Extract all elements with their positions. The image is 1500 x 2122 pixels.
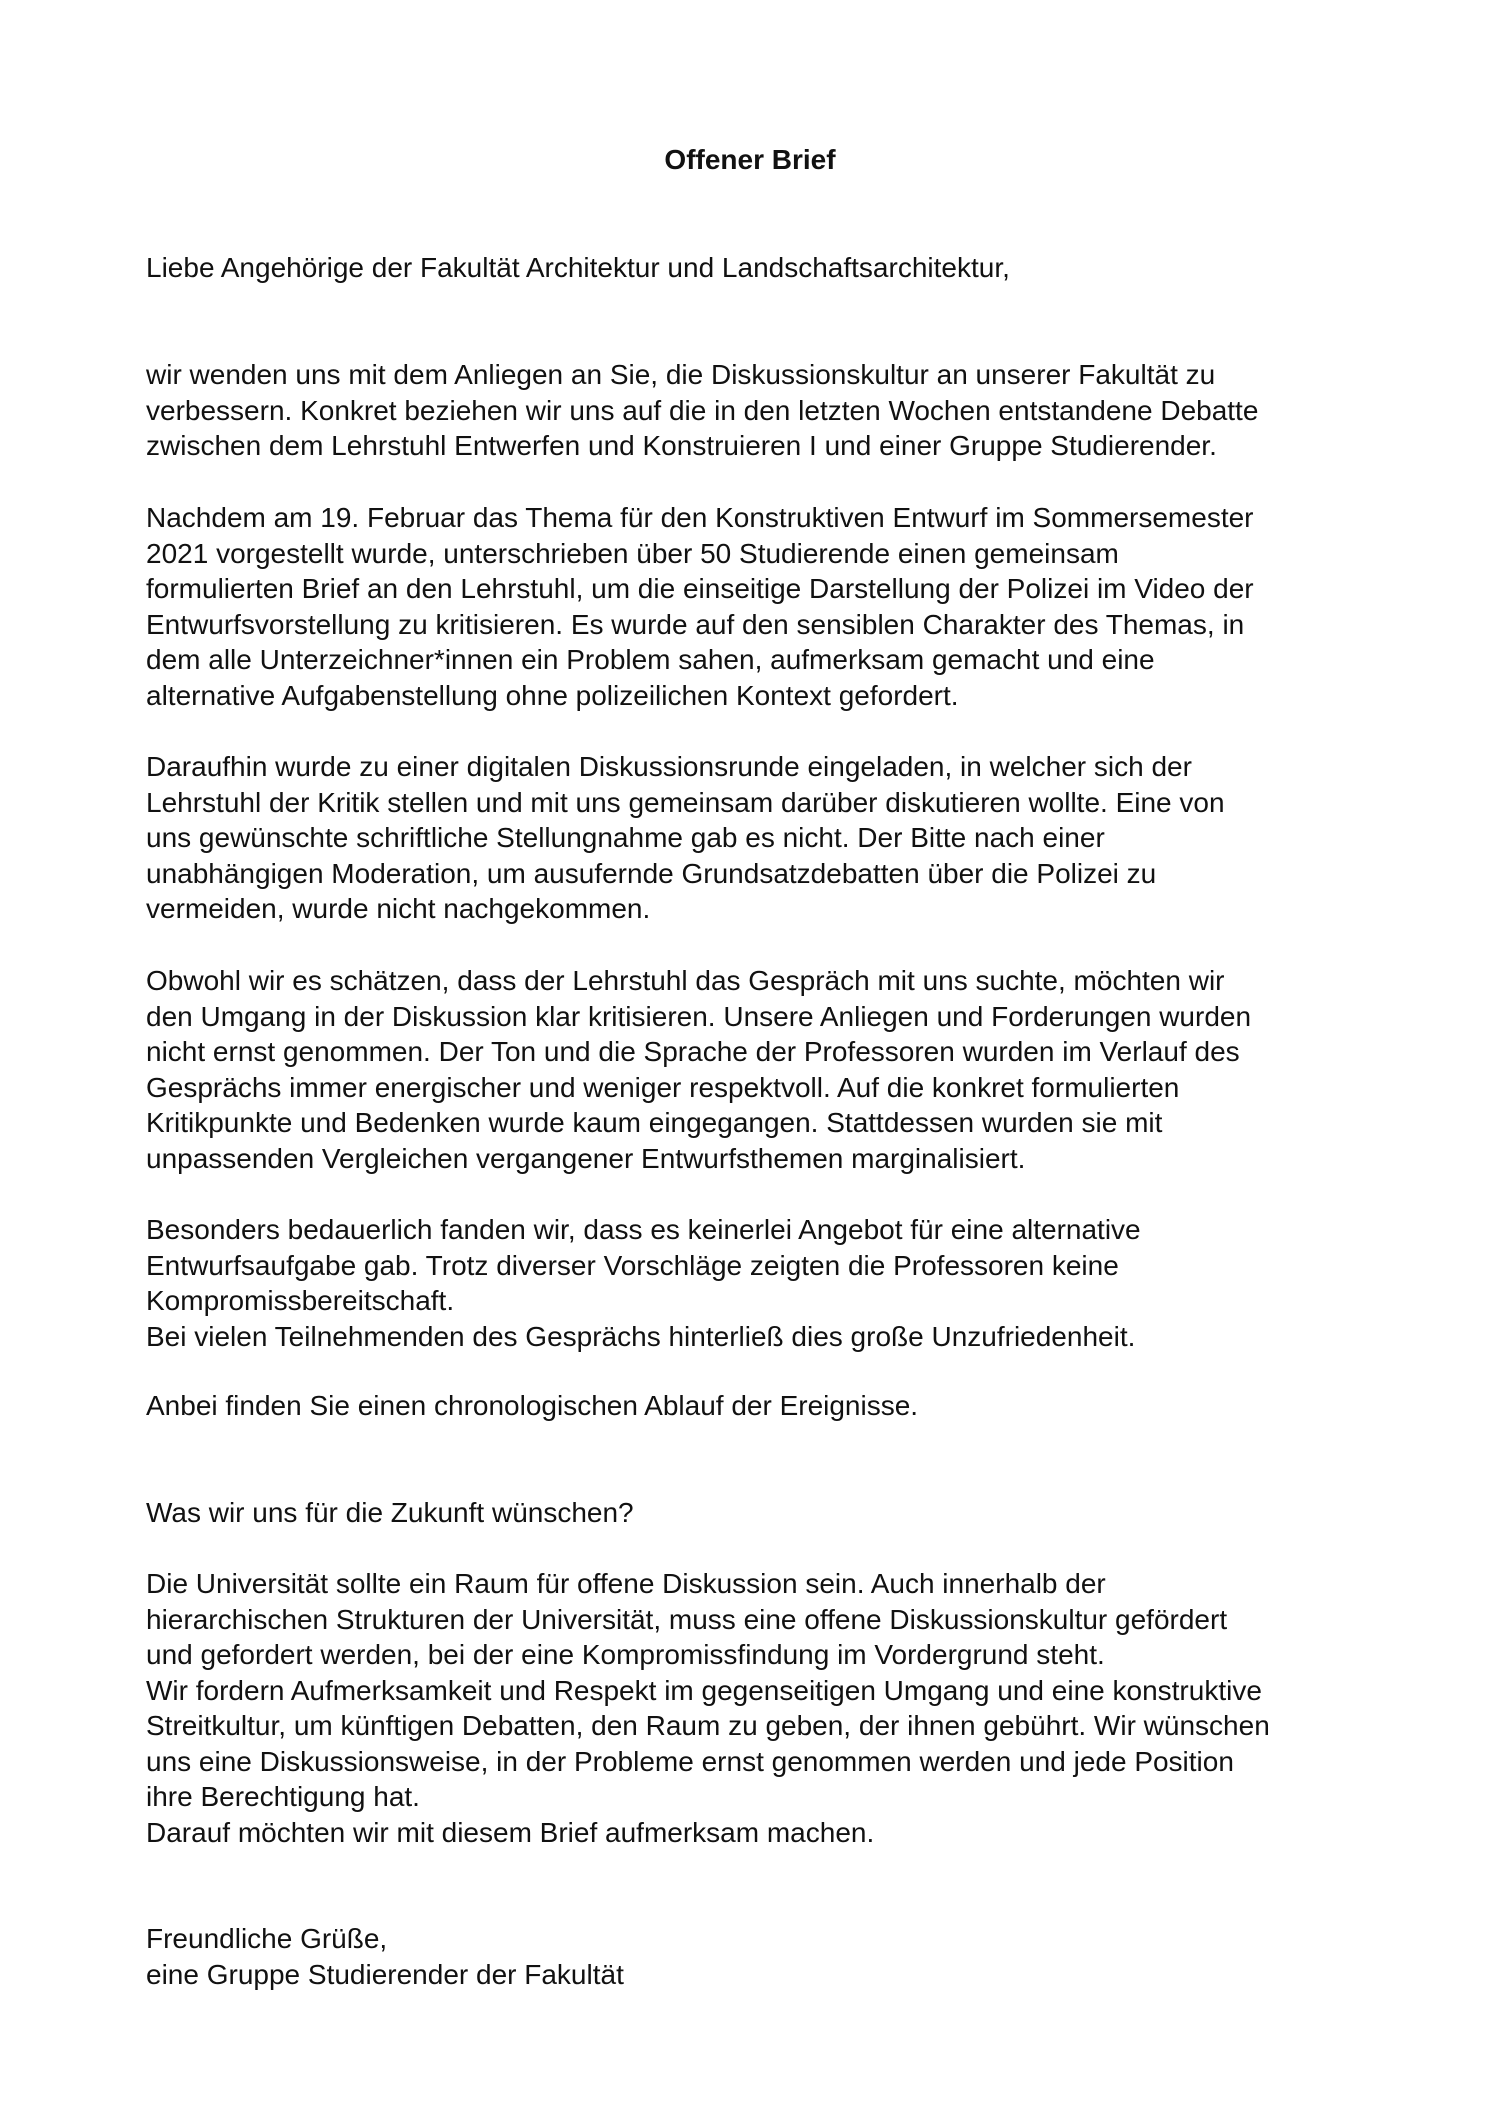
text-line: Nachdem am 19. Februar das Thema für den Konstruktiven Entwurf im Sommersemester [146,502,1254,533]
text-line: Obwohl wir es schätzen, dass der Lehrstuhl das Gespräch mit uns suchte, möchten wir [146,965,1225,996]
paragraph-demands [146,1566,1386,1850]
text-line: ihre Berechtigung hat. [146,1781,420,1812]
text-line: zwischen dem Lehrstuhl Entwerfen und Konstruieren I und einer Gruppe Studierender. [146,430,1217,461]
paragraph-background [146,500,1386,713]
letter-closing [146,1921,1386,1992]
text-line: alternative Aufgabenstellung ohne polizeilichen Kontext gefordert. [146,679,959,711]
text-line: hierarchischen Strukturen der Universität, muss eine offene Diskussionskultur gefördert [146,1603,1228,1635]
text-line: Kritikpunkte und Bedenken wurde kaum eingegangen. Stattdessen wurden sie mit [146,1107,1163,1138]
paragraph-discussion-round [146,749,1386,927]
closing-salutation: Freundliche Grüße, [146,1923,388,1954]
text-line: verbessern. Konkret beziehen wir uns auf die in den letzten Wochen entstandene Debatte [146,394,1259,426]
text-line: Besonders bedauerlich fanden wir, dass es keinerlei Angebot für eine alternative [146,1214,1141,1245]
text-line: Bei vielen Teilnehmenden des Gesprächs hinterließ dies große Unzufriedenheit. [146,1320,1136,1352]
text-line: Was wir uns für die Zukunft wünschen? [146,1497,634,1528]
text-line: Entwurfsvorstellung zu kritisieren. Es wurde auf den sensiblen Charakter des Themas, in [146,608,1245,640]
greeting-text: Liebe Angehörige der Fakultät Architektur und Landschaftsarchitektur, [146,252,1010,283]
text-line: wir wenden uns mit dem Anliegen an Sie, die Diskussionskultur an unserer Fakultät zu [146,359,1216,390]
text-line: Darauf möchten wir mit diesem Brief aufmerksam machen. [146,1816,875,1848]
text-line: uns eine Diskussionsweise, in der Probleme ernst genommen werden und jede Position [146,1745,1234,1777]
letter-title: Offener Brief [664,144,836,175]
paragraph-criticism [146,963,1386,1176]
text-line: vermeiden, wurde nicht nachgekommen. [146,893,651,924]
text-line: und gefordert werden, bei der eine Kompromissfindung im Vordergrund steht. [146,1639,1105,1670]
text-line: Anbei finden Sie einen chronologischen Ablauf der Ereignisse. [146,1390,919,1421]
text-line: Streitkultur, um künftigen Debatten, den Raum zu geben, der ihnen gebührt. Wir wünschen [146,1710,1270,1741]
text-line: Wir fordern Aufmerksamkeit und Respekt im gegenseitigen Umgang und eine konstruktive [146,1674,1262,1706]
paragraph-attachment-note [146,1388,1386,1424]
text-line: unabhängigen Moderation, um ausufernde Grundsatzdebatten über die Polizei zu [146,857,1157,889]
text-line: den Umgang in der Diskussion klar kritisieren. Unsere Anliegen und Forderungen wurden [146,1000,1252,1032]
paragraph-intro [146,357,1386,464]
text-line: Entwurfsaufgabe gab. Trotz diverser Vorschläge zeigten die Professoren keine [146,1249,1119,1281]
text-line: Die Universität sollte ein Raum für offene Diskussion sein. Auch innerhalb der [146,1568,1106,1599]
text-line: uns gewünschte schriftliche Stellungnahme gab es nicht. Der Bitte nach einer [146,822,1105,853]
text-line: 2021 vorgestellt wurde, unterschrieben über 50 Studierende einen gemeinsam [146,537,1119,569]
text-line: Daraufhin wurde zu einer digitalen Diskussionsrunde eingeladen, in welcher sich der [146,751,1192,782]
text-line: formulierten Brief an den Lehrstuhl, um die einseitige Darstellung der Polizei im Video der [146,573,1254,604]
text-line: Gesprächs immer energischer und weniger respektvoll. Auf die konkret formulierten [146,1071,1180,1103]
text-line: Lehrstuhl der Kritik stellen und mit uns gemeinsam darüber diskutieren wollte. Eine von [146,786,1225,818]
paragraph-regret [146,1212,1386,1354]
text-line: Kompromissbereitschaft. [146,1285,455,1316]
text-line: unpassenden Vergleichen vergangener Entwurfsthemen marginalisiert. [146,1142,1026,1174]
letter-greeting [146,250,1386,286]
paragraph-future-question [146,1495,1386,1531]
text-line: dem alle Unterzeichner*innen ein Problem sahen, aufmerksam gemacht und eine [146,644,1155,675]
closing-signature: eine Gruppe Studierender der Fakultät [146,1958,624,1990]
text-line: nicht ernst genommen. Der Ton und die Sprache der Professoren wurden im Verlauf des [146,1036,1240,1067]
